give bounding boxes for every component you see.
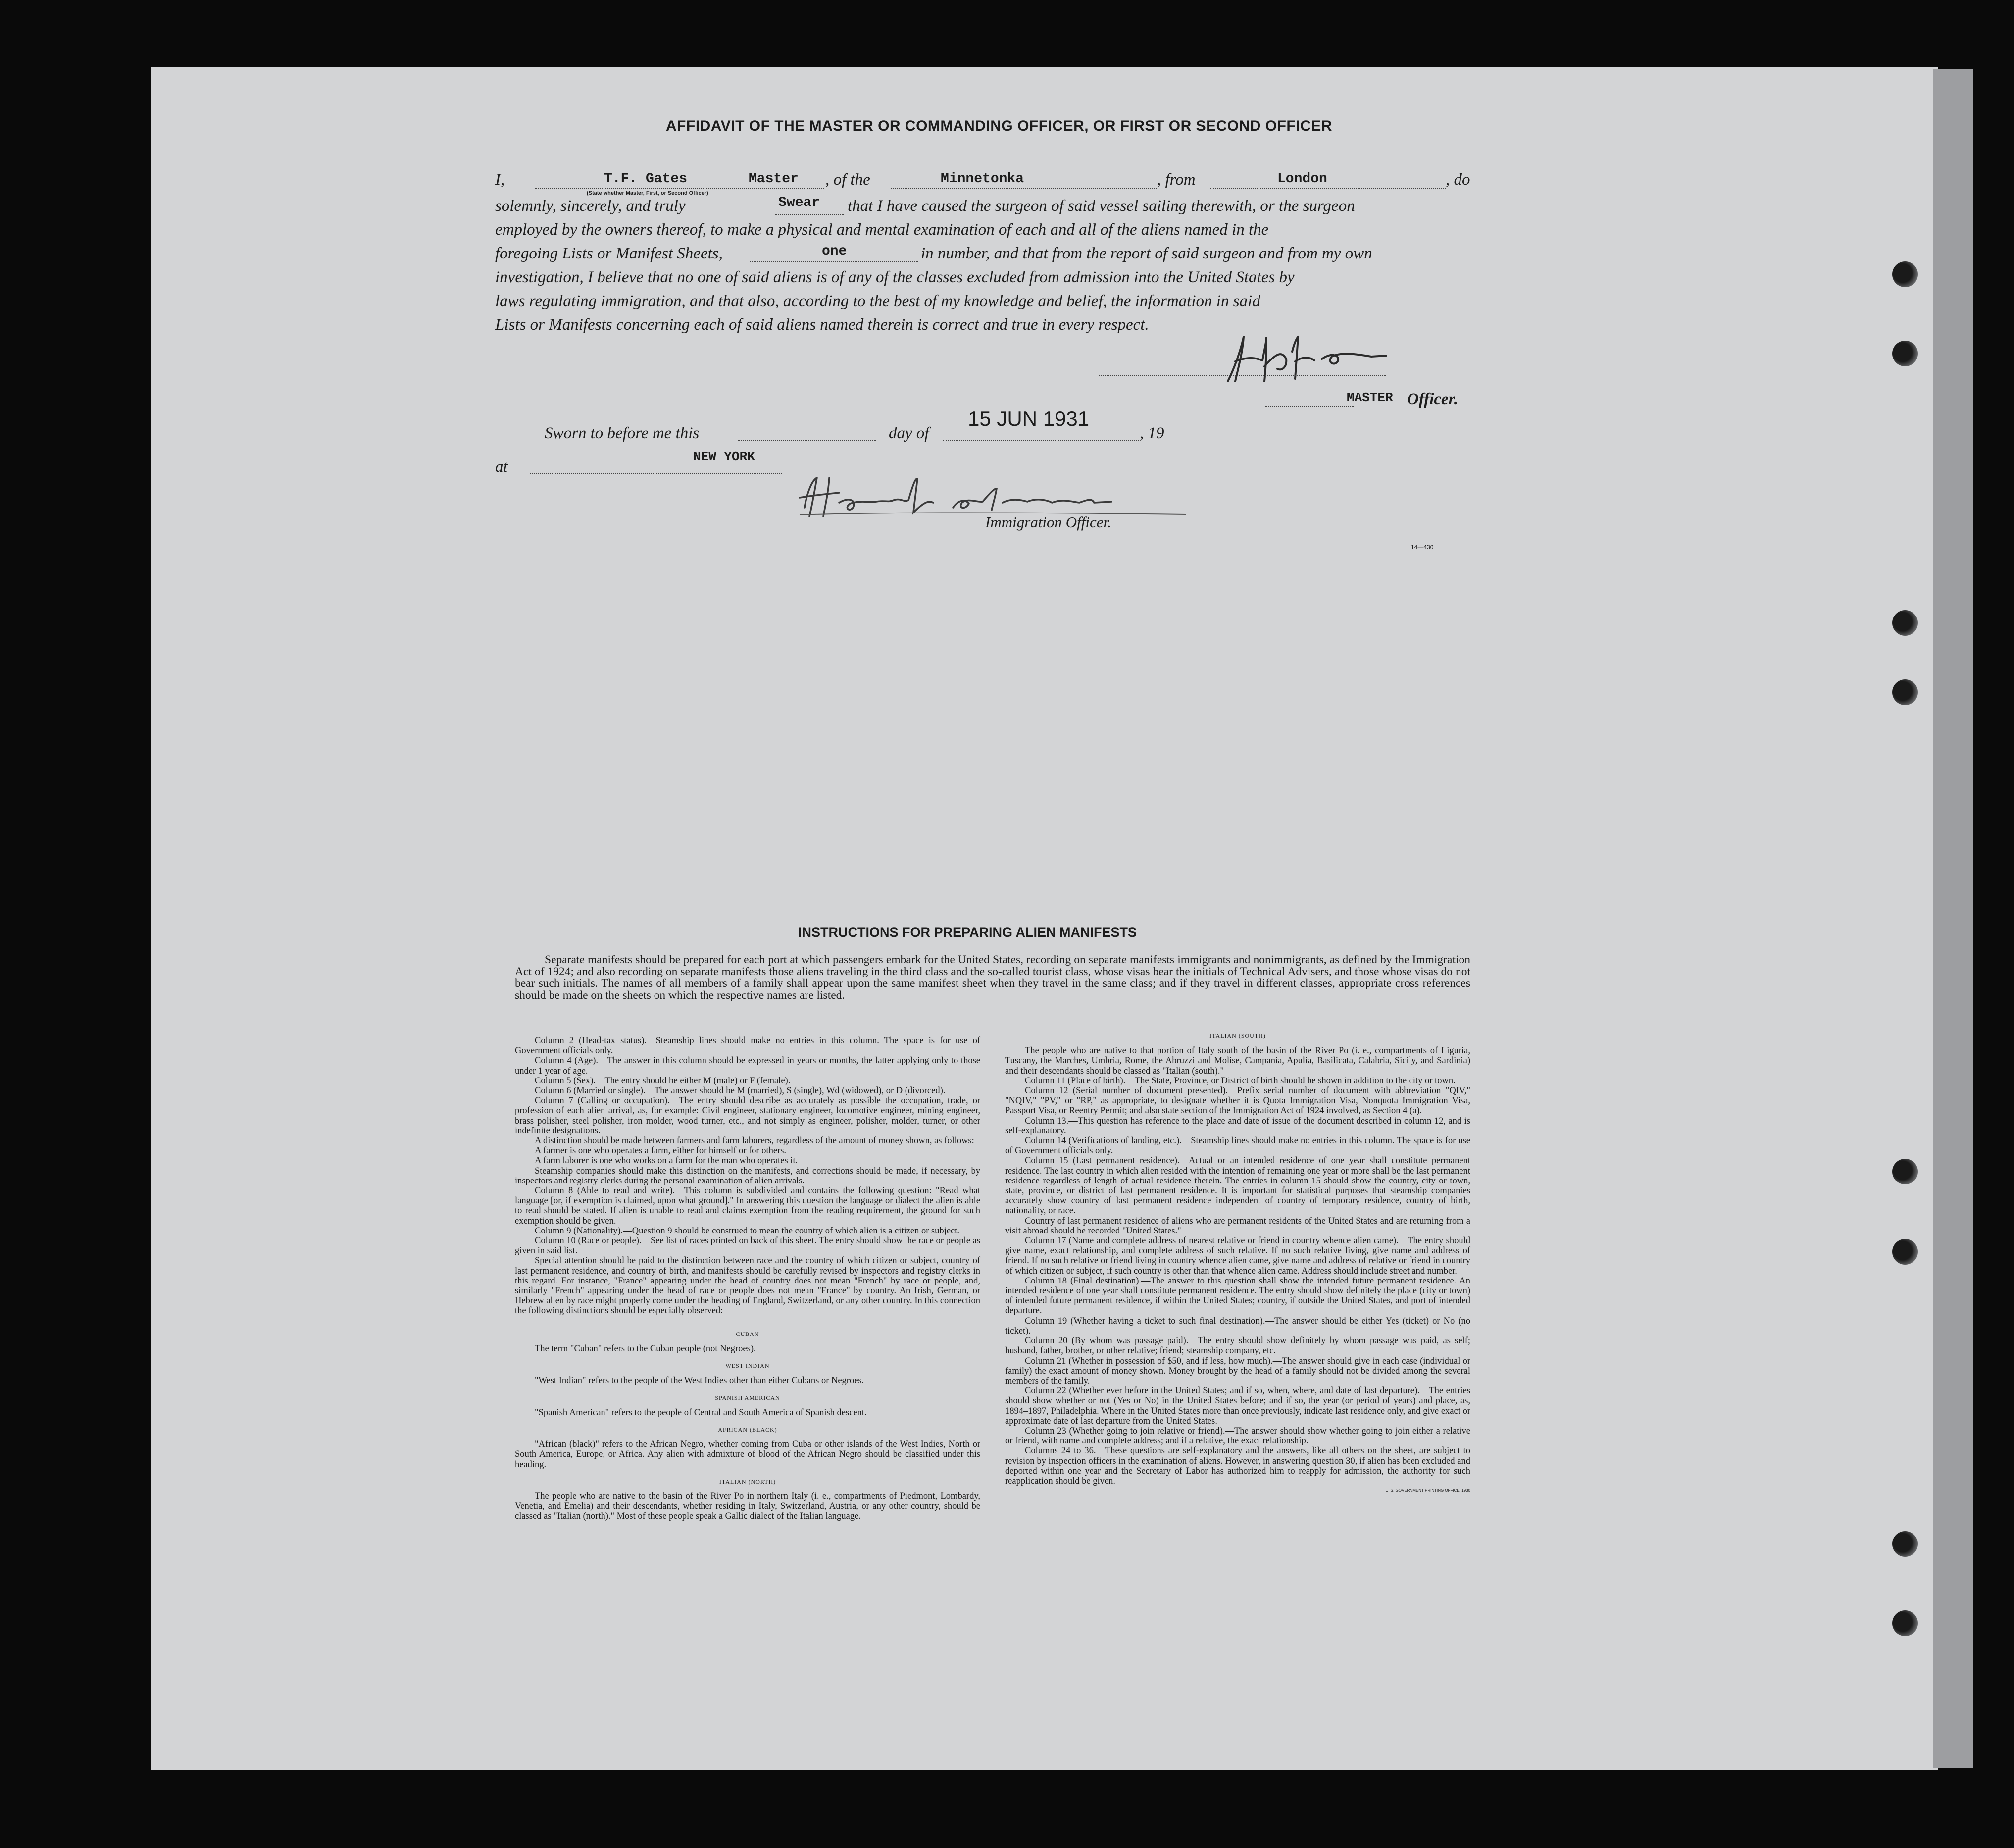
binder-hole bbox=[1892, 679, 1918, 705]
at-label: at bbox=[495, 458, 508, 476]
section-heading-african: AFRICAN (BLACK) bbox=[718, 1426, 777, 1433]
printer-imprint: U. S. GOVERNMENT PRINTING OFFICE: 1930 bbox=[1385, 1489, 1470, 1493]
section-heading-italian-north: ITALIAN (NORTH) bbox=[719, 1478, 776, 1485]
instruction-paragraph: Country of last permanent residence of aliens who are permanent residents of the United States and are returning from a visit abroad should be recorded "United States." bbox=[1005, 1216, 1470, 1236]
instruction-paragraph: The term "Cuban" refers to the Cuban people (not Negroes). bbox=[535, 1343, 756, 1354]
instruction-paragraph: "Spanish American" refers to the people of Central and South America of Spanish descent. bbox=[535, 1407, 867, 1418]
master-rank: Master bbox=[749, 171, 799, 187]
instruction-paragraph: Column 18 (Final destination).—The answer to this question shall show the intended future permanent residence. An intended residence of one year shall constitute permanent residence. The entry should show definitely the place (city or town) of intended future permanent residence, if within the United States; country, if outside the United States, and port of intended departure. bbox=[1005, 1276, 1470, 1316]
instruction-paragraph: Column 12 (Serial number of document presented).—Prefix serial number of document with abbreviation "QIV," "NQIV," "PV," or "RP," as appropriate, to designate whether it is Quota Immigration Visa, Nonquota Immigration Visa, Passport Visa, or Reentry Permit; and also state section of the Immigration Act of 1924 involved, as Section 4 (a). bbox=[1005, 1086, 1470, 1116]
instruction-paragraph: Column 6 (Married or single).—The answer should be M (married), S (single), Wd (widowed), or D (divorced). bbox=[535, 1086, 946, 1096]
instruction-paragraph: Column 4 (Age).—The answer in this column should be expressed in years or months, the latter applying only to those under 1 year of age. bbox=[515, 1056, 980, 1076]
dotted-line bbox=[738, 440, 876, 441]
affidavit-do: , do bbox=[1446, 171, 1470, 189]
affidavit-title: AFFIDAVIT OF THE MASTER OR COMMANDING OFFICER, OR FIRST OR SECOND OFFICER bbox=[666, 118, 1332, 134]
affidavit-from: , from bbox=[1157, 171, 1196, 189]
instruction-paragraph: Column 15 (Last permanent residence).—Actual or an intended residence of one year shall constitute permanent residence. The last country in which alien resided with the intention of remaining one year or more shall be the last permanent residence regardless of length of actual residence therein. The entries in column 15 should show the country, city or town, state, province, or district of last permanent residence. It is important for statistical purposes that steamship companies accurately show country of last permanent residence independent of country of temporary residence, country of birth, nationality, or race. bbox=[1005, 1156, 1470, 1216]
binder-hole bbox=[1892, 261, 1918, 287]
instruction-paragraph: Column 13.—This question has reference to the place and date of issue of the document described in column 12, and is self-explanatory. bbox=[1005, 1116, 1470, 1136]
binder-hole bbox=[1892, 610, 1918, 636]
officer-rank-stamp: MASTER bbox=[1347, 390, 1393, 405]
binder-hole bbox=[1892, 1610, 1918, 1636]
master-name: T.F. Gates bbox=[604, 171, 688, 187]
instruction-paragraph: Column 8 (Able to read and write).—This column is subdivided and contains the following question: "Read what language [or, if exemption is claimed, upon what ground]." In answering this question the language or dialect the alien is able to read should be stated. If alien is unable to read and claims exemption from the reading requirement, the ground for such exemption should be given. bbox=[515, 1186, 980, 1226]
instruction-paragraph: Column 19 (Whether having a ticket to such final destination).—The answer should be either Yes (ticket) or No (no ticket). bbox=[1005, 1316, 1470, 1336]
dotted-line bbox=[530, 473, 782, 474]
sworn-label: Sworn to before me this bbox=[545, 424, 700, 442]
immigration-officer-label: Immigration Officer. bbox=[985, 513, 1111, 531]
instructions-right-column bbox=[1005, 1031, 1470, 1496]
instruction-paragraph: The people who are native to the basin of the River Po in northern Italy (i. e., compartments of Piedmont, Lombardy, Venetia, and Emelia) and their descendants, whether residing in Italy, Switzerland, Austria, or any other country, should be classed as "Italian (north)." Most of these people speak a Gallic dialect of the Italian language. bbox=[515, 1491, 980, 1522]
section-heading-spanish-american: SPANISH AMERICAN bbox=[715, 1394, 780, 1401]
instruction-paragraph: Column 14 (Verifications of landing, etc.).—Steamship lines should make no entries in this column. The space is for use of Government officials only. bbox=[1005, 1136, 1470, 1156]
master-signature bbox=[1208, 332, 1465, 386]
instruction-paragraph: Column 2 (Head-tax status).—Steamship lines should make no entries in this column. The space is for use of Government officials only. bbox=[515, 1036, 980, 1056]
instruction-paragraph: A distinction should be made between farmers and farm laborers, regardless of the amount of money shown, as follows: bbox=[535, 1136, 974, 1146]
form-number: 14—430 bbox=[1411, 544, 1434, 551]
instruction-paragraph: Columns 24 to 36.—These questions are self-explanatory and the answers, like all others on the sheet, are subject to revision by inspection officers in the examination of aliens. However, in answering question 30, if alien has been excluded and deported within one year and the Secretary of Labor has authorized him to reapply for admission, the authority for such reapplication should be given. bbox=[1005, 1446, 1470, 1486]
sworn-year: , 19 bbox=[1140, 424, 1164, 442]
instruction-paragraph: Steamship companies should make this distinction on the manifests, and corrections should be made, if necessary, by inspectors and registry clerks during the personal examination of alien arrivals. bbox=[515, 1166, 980, 1186]
instruction-paragraph: "West Indian" refers to the people of the West Indies other than either Cubans or Negroes. bbox=[535, 1376, 864, 1386]
dotted-line bbox=[750, 261, 918, 262]
instructions-left-column bbox=[515, 1036, 980, 1522]
section-heading-italian-south: ITALIAN (SOUTH) bbox=[1209, 1032, 1266, 1039]
dotted-line bbox=[1265, 406, 1354, 407]
affidavit-line4b: in number, and that from the report of said surgeon and from my own bbox=[921, 245, 1372, 262]
port-from: London bbox=[1277, 171, 1327, 187]
instruction-paragraph: Column 22 (Whether ever before in the United States; and if so, when, where, and date of last departure).—The entries should show whether or not (Yes or No) in the United States before; and if so, the year (or period of years) and place, as, 1894–1897, Philadelphia. Where in the United States more than once previously, indicate last residence only, and give exact or approximate date of last departure from the United States. bbox=[1005, 1386, 1470, 1426]
instruction-paragraph: Column 9 (Nationality).—Question 9 should be construed to mean the country of which alien is a citizen or subject. bbox=[535, 1226, 960, 1236]
binder-hole bbox=[1892, 1159, 1918, 1184]
date-stamp: 15 JUN 1931 bbox=[968, 407, 1090, 430]
affidavit-i: I, bbox=[495, 171, 505, 189]
binder-hole bbox=[1892, 1239, 1918, 1265]
affidavit-line5: investigation, I believe that no one of said aliens is of any of the classes excluded from admission into the United States by bbox=[495, 268, 1295, 286]
instruction-paragraph: Column 5 (Sex).—The entry should be either M (male) or F (female). bbox=[535, 1076, 791, 1086]
affidavit-of-the: , of the bbox=[825, 171, 870, 189]
instruction-paragraph: A farmer is one who operates a farm, either for himself or for others. bbox=[535, 1146, 787, 1156]
affidavit-line7: Lists or Manifests concerning each of said aliens named therein is correct and true in every respect. bbox=[495, 316, 1149, 334]
place-name: NEW YORK bbox=[693, 449, 755, 464]
oath-word: Swear bbox=[778, 195, 820, 210]
instructions-title: INSTRUCTIONS FOR PREPARING ALIEN MANIFESTS bbox=[798, 925, 1137, 940]
immigration-officer-signature bbox=[795, 473, 1196, 520]
sheets-count: one bbox=[822, 244, 847, 259]
instruction-paragraph: Column 11 (Place of birth).—The State, Province, or District of birth should be shown in addition to the city or town. bbox=[1025, 1076, 1456, 1086]
instruction-paragraph: Column 23 (Whether going to join relative or friend).—The answer should show whether going to join either a relative or friend, with name and complete address; and if a relative, the exact relationship. bbox=[1005, 1426, 1470, 1446]
instruction-paragraph: A farm laborer is one who works on a farm for the man who operates it. bbox=[535, 1156, 798, 1166]
instruction-paragraph: Column 17 (Name and complete address of nearest relative or friend in country whence alien came).—The entry should give name, exact relationship, and complete address of such relative. If no such relative living, give name and address of friend. If no such relative or friend living in country whence alien came, give name and address of relative or friend in country of which citizen or subject, if such country is other than that whence alien came. Address should include street and number. bbox=[1005, 1236, 1470, 1276]
dotted-line bbox=[775, 214, 844, 215]
instruction-paragraph: Column 21 (Whether in possession of $50, and if less, how much).—The answer should give in each case (individual or family) the exact amount of money shown. Money brought by the head of a family should not be divided among the several members of the family. bbox=[1005, 1356, 1470, 1386]
dotted-line bbox=[1210, 188, 1446, 189]
dotted-line bbox=[535, 188, 824, 189]
binder-hole bbox=[1892, 341, 1918, 366]
vessel-name: Minnetonka bbox=[941, 171, 1024, 187]
dotted-line bbox=[891, 188, 1158, 189]
affidavit-line2b: that I have caused the surgeon of said vessel sailing therewith, or the surgeon bbox=[848, 197, 1355, 215]
signature-line bbox=[1099, 375, 1386, 376]
dotted-line bbox=[943, 440, 1139, 441]
affidavit-line2a: solemnly, sincerely, and truly bbox=[495, 197, 686, 215]
affidavit-line3: employed by the owners thereof, to make a physical and mental examination of each and all of the aliens named in the bbox=[495, 221, 1269, 239]
instruction-paragraph: The people who are native to that portion of Italy south of the basin of the River Po (i. e., compartments of Liguria, Tuscany, the Marches, Umbria, Rome, the Abruzzi and Molise, Campania, Apulia, Basilicata, Calabria, Sicily, and Sardinia) and their descendants should be classed as "Italian (south)." bbox=[1005, 1046, 1470, 1076]
affidavit-line4a: foregoing Lists or Manifest Sheets, bbox=[495, 245, 723, 262]
instruction-paragraph: Column 20 (By whom was passage paid).—The entry should show definitely by whom passage was paid, as self; husband, father, brother, or other relative; friend; steamship company, etc. bbox=[1005, 1336, 1470, 1356]
instruction-paragraph: Column 7 (Calling or occupation).—The entry should describe as accurately as possible the occupation, trade, or profession of each alien arrival, as, for example: Civil engineer, stationary engineer, locomotive engineer, mining engineer, brass polisher, steel polisher, iron molder, wood turner, etc., and not simply as engineer, polisher, molder, turner, or other indefinite designations. bbox=[515, 1096, 980, 1136]
section-heading-west-indian: WEST INDIAN bbox=[725, 1362, 770, 1370]
instruction-paragraph: Column 10 (Race or people).—See list of races printed on back of this sheet. The entry should show the race or people as given in said list. bbox=[515, 1236, 980, 1256]
sworn-day-of: day of bbox=[889, 424, 929, 442]
instructions-intro: Separate manifests should be prepared for each port at which passengers embark for the United States, recording on separate manifests immigrants and nonimmigrants, as defined by the Immigration Act of 1924; and also recording on separate manifests those aliens traveling in the third class and the so-called tourist class, whose visas bear the initials of Technical Advisers, and those whose visas do not bear such initials. The names of all members of a family shall appear upon the same manifest sheet when they travel in the same class; and if they travel in different classes, appropriate cross references should be made on the sheets on which the respective names are listed. bbox=[515, 953, 1470, 1002]
instruction-paragraph: Special attention should be paid to the distinction between race and the country of which citizen or subject, country of last permanent residence, and country of birth, and manifests should be carefully revised by inspectors and registry clerks in this regard. For instance, "France" appearing under the head of country does not mean "French" by race or people, and, similarly "French" appearing under the head of race or people does not mean "France" by country. An Irish, German, or Hebrew alien by race might properly come under the heading of England, Switzerland, or any other country. In this connection the following distinctions should be especially observed: bbox=[515, 1256, 980, 1316]
binder-hole bbox=[1892, 1531, 1918, 1557]
sheet-edge bbox=[1933, 69, 1973, 1768]
section-heading-cuban: CUBAN bbox=[736, 1330, 759, 1337]
rank-note: (State whether Master, First, or Second Officer) bbox=[587, 190, 708, 196]
officer-suffix: Officer. bbox=[1407, 390, 1458, 408]
instruction-paragraph: "African (black)" refers to the African Negro, whether coming from Cuba or other islands of the West Indies, North or South America, Europe, or Africa. Any alien with admixture of blood of the African Negro should be classified under this heading. bbox=[515, 1439, 980, 1470]
affidavit-line6: laws regulating immigration, and that also, according to the best of my knowledge and belief, the information in said bbox=[495, 292, 1260, 310]
